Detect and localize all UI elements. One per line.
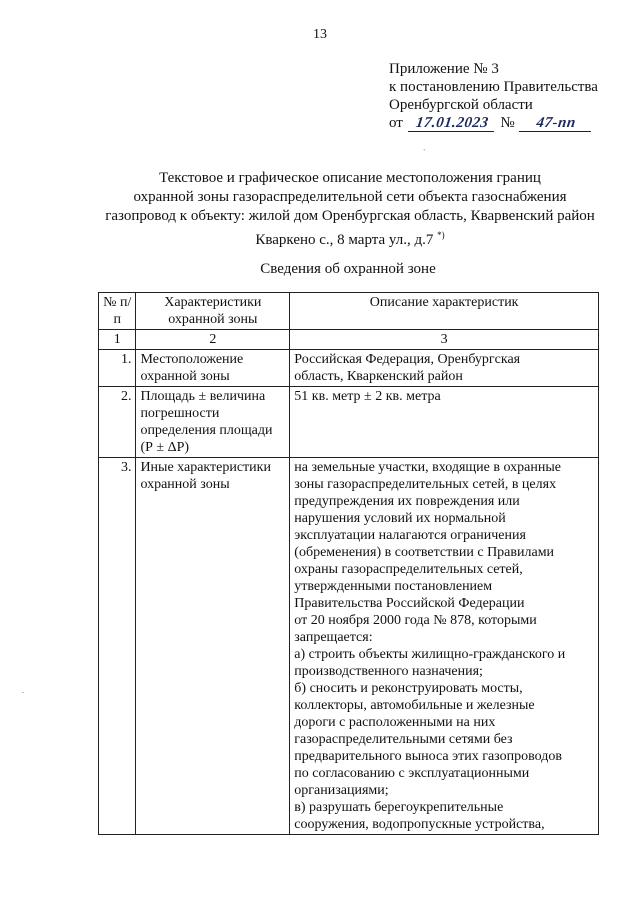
document-title — [60, 169, 640, 250]
title-footnote-mark: *) — [437, 230, 445, 240]
description-line: в) разрушать берегоукрепительные — [294, 800, 504, 815]
table-row — [99, 387, 599, 458]
description-line: предварительного выноса этих газопроводов — [294, 749, 562, 764]
scan-mark: ` — [423, 148, 426, 157]
appendix-line-2: к постановлению Правительства — [389, 79, 598, 95]
description-line: по согласованию с эксплуатационными — [294, 766, 530, 781]
description-line: а) строить объекты жилищно-гражданского и — [294, 647, 566, 662]
description-line: Правительства Российской Федерации — [294, 596, 525, 611]
title-address: Кваркено с., 8 марта ул., д.7 — [255, 232, 434, 248]
description-line: на земельные участки, входящие в охранные — [294, 460, 561, 475]
description-line: нарушения условий их нормальной — [294, 511, 506, 526]
from-label: от — [389, 115, 403, 131]
appendix-block — [389, 60, 598, 132]
header-characteristic: Характеристики охранной зоны — [136, 293, 290, 330]
description-line: газораспределительными сетями без — [294, 732, 513, 747]
number-label: № — [500, 115, 515, 131]
description-line: охраны газораспределительных сетей, — [294, 562, 523, 577]
appendix-line-1: Приложение № 3 — [389, 61, 499, 77]
handwritten-date: 17.01.2023 — [407, 116, 495, 132]
section-subtitle: Сведения об охранной зоне — [260, 261, 436, 277]
description-line: сооружения, водопропускные устройства, — [294, 817, 545, 832]
index-cell: 2 — [136, 330, 290, 350]
description-line: зоны газораспределительных сетей, в целях — [294, 477, 557, 492]
description-line: производственного назначения; — [294, 664, 483, 679]
title-line-3: газопровод к объекту: жилой дом Оренбургская область, Кварвенский район — [105, 208, 595, 224]
appendix-date-line — [389, 114, 598, 132]
table-index-row — [99, 330, 599, 350]
description-line: Российская Федерация, Оренбургская — [294, 352, 521, 367]
handwritten-number: 47-пп — [519, 116, 593, 132]
row-num: 2. — [99, 387, 136, 458]
description-line: б) сносить и реконструировать мосты, — [294, 681, 523, 696]
description-line: от 20 ноября 2000 года № 878, которыми — [294, 613, 537, 628]
title-line-1: Текстовое и графическое описание местоположения границ — [159, 170, 541, 186]
description-line: запрещается: — [294, 630, 373, 645]
table-row — [99, 350, 599, 387]
row-num: 3. — [99, 458, 136, 835]
description-line: эксплуатации налагаются ограничения — [294, 528, 526, 543]
title-line-2: охранной зоны газораспределительной сети объекта газоснабжения — [133, 189, 567, 205]
row-characteristic: Иные характеристики охранной зоны — [136, 458, 290, 835]
description-line: область, Кваркенский район — [294, 369, 463, 384]
scan-mark: . — [22, 686, 24, 695]
header-num: № п/п — [99, 293, 136, 330]
table-row — [99, 458, 599, 835]
row-description — [290, 350, 599, 387]
description-line: организациями; — [294, 783, 389, 798]
description-line: утвержденными постановлением — [294, 579, 493, 594]
header-description: Описание характеристик — [290, 293, 599, 330]
row-description — [290, 387, 599, 458]
description-line: 51 кв. метр ± 2 кв. метра — [294, 389, 441, 404]
appendix-line-3: Оренбургской области — [389, 97, 533, 113]
table-header-row — [99, 293, 599, 330]
row-description — [290, 458, 599, 835]
description-line: предупреждения их повреждения или — [294, 494, 520, 509]
description-line: коллекторы, автомобильные и железные — [294, 698, 535, 713]
zone-info-table — [98, 292, 599, 835]
index-cell: 1 — [99, 330, 136, 350]
row-characteristic: Местоположение охранной зоны — [136, 350, 290, 387]
page-number: 13 — [313, 27, 327, 42]
row-num: 1. — [99, 350, 136, 387]
row-characteristic: Площадь ± величина погрешности определения площади (Р ± ΔР) — [136, 387, 290, 458]
description-line: дороги с расположенными на них — [294, 715, 496, 730]
title-line-4 — [60, 226, 640, 250]
description-line: (обременения) в соответствии с Правилами — [294, 545, 555, 560]
index-cell: 3 — [290, 330, 599, 350]
